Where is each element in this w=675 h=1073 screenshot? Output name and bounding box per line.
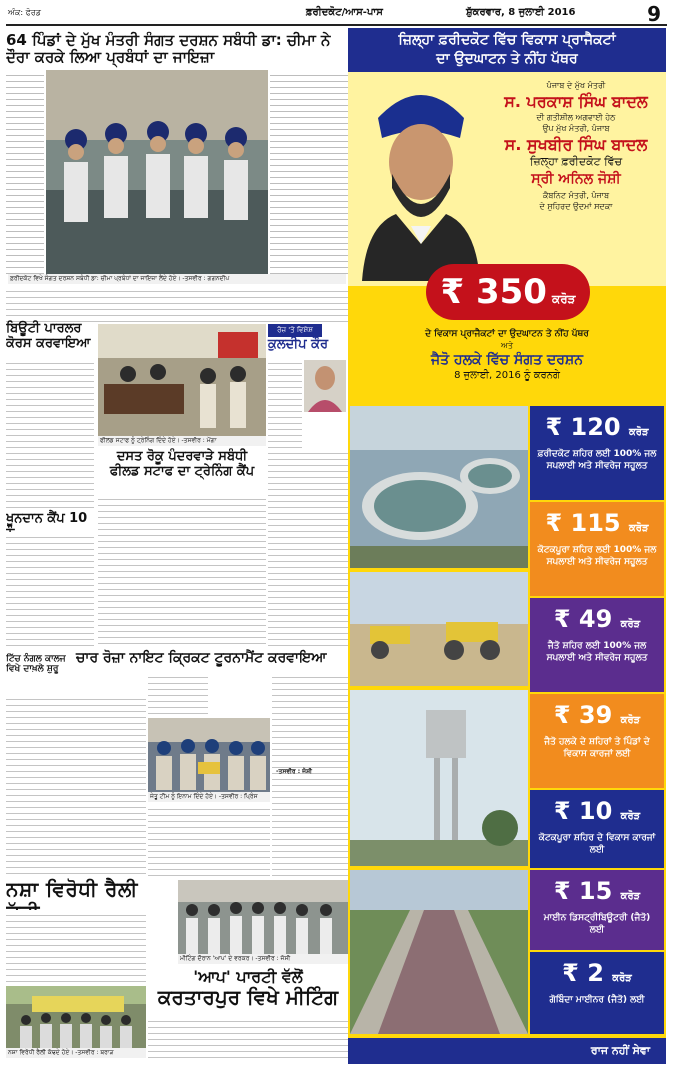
college-body (6, 694, 146, 874)
rally-body (6, 910, 146, 984)
ad-name-3: ਸ੍ਰੀ ਅਨਿਲ ਜੋਸ਼ੀ (531, 171, 621, 187)
special-portrait (304, 360, 346, 412)
ad-line-3: ਉਪ ਮੁੱਖ ਮੰਤਰੀ, ਪੰਜਾਬ (542, 124, 610, 133)
lead-headline[interactable]: 64 ਪਿੰਡਾਂ ਦੇ ਮੁੱਖ ਮੰਤਰੀ ਸੰਗਤ ਦਰਸ਼ਨ ਸਬੰਧੀ ਡਾ: ਚੀਮਾ ਨੇ ਦੌਰਾ ਕਰਕੇ ਲਿਆ ਪ੍ਰਬੰਧਾਂ ਦਾ ਜਾਇਜ਼ਾ (6, 31, 331, 67)
aap-headline-line-1: 'ਆਪ' ਪਾਰਟੀ ਵੱਲੋਂ (193, 967, 303, 986)
ad-tile-5-amount: ₹ 10 (553, 797, 613, 825)
page-number: 9 (647, 2, 661, 26)
water-treatment-photo (350, 406, 528, 568)
minister-portrait (356, 76, 486, 281)
aap-headline-line-2: ਕਰਤਾਰਪੁਰ ਵਿਖੇ ਮੀਟਿੰਗ (157, 985, 339, 1010)
lead-body-right (270, 70, 348, 278)
ad-title-line-1: ਜ਼ਿਲ੍ਹਾ ਫ਼ਰੀਦਕੋਟ ਵਿੱਚ ਵਿਕਾਸ ਪ੍ਰਾਜੈਕਟਾਂ (398, 32, 616, 48)
ad-name-1: ਸ. ਪਰਕਾਸ਼ ਸਿੰਘ ਬਾਦਲ (504, 92, 648, 111)
ad-tile-4-unit: ਕਰੋੜ (620, 715, 641, 726)
cricket-byline: -ਤਸਵੀਰ : ਜੋਸ਼ੀ (276, 768, 312, 775)
ad-line-5: ਕੈਬਨਿਟ ਮੰਤਰੀ, ਪੰਜਾਬ (542, 191, 610, 200)
cricket-headline[interactable]: ਚਾਰ ਰੋਜ਼ਾ ਨਾਇਟ ਕ੍ਰਿਕਟ ਟੂਰਨਾਮੈਂਟ ਕਰਵਾਇਆ (76, 650, 327, 666)
edition-label: ਅੰਕ: ਫੋਰਡ (8, 8, 41, 17)
cricket-photo (148, 718, 270, 792)
page-header (6, 4, 667, 26)
ad-tile-5-unit: ਕਰੋੜ (620, 811, 641, 822)
ad-sub-line-4: 8 ਜੁਲਾਈ, 2016 ਨੂੰ ਕਰਨਗੇ (454, 370, 560, 381)
ad-title (348, 28, 666, 72)
ad-tile-1 (530, 406, 664, 500)
ad-tile-3 (530, 598, 664, 692)
ad-sub-line-3: ਜੈਤੋ ਹਲਕੇ ਵਿੱਚ ਸੰਗਤ ਦਰਸ਼ਨ (431, 352, 583, 368)
ad-tile-7-unit: ਕਰੋੜ (612, 973, 632, 984)
beauty-body (6, 358, 94, 508)
ad-name-2: ਸ. ਸੁਖਬੀਰ ਸਿੰਘ ਬਾਦਲ (504, 135, 648, 154)
aap-headline[interactable] (148, 968, 348, 1014)
aap-body (148, 1016, 348, 1060)
ad-tile-1-desc: ਫ਼ਰੀਦਕੋਟ ਸ਼ਹਿਰ ਲਈ 100% ਜਲ ਸਪਲਾਈ ਅਤੇ ਸੀਵਰੇਜ ਸਹੂਲਤ (537, 449, 657, 471)
issue-date: ਸ਼ੁੱਕਰਵਾਰ, 8 ਜੁਲਾਈ 2016 (466, 7, 576, 18)
special-body-2 (268, 448, 348, 648)
training-body (98, 494, 266, 644)
government-advertisement (348, 28, 666, 1064)
rally-photo (6, 986, 146, 1048)
lead-caption: ਫ਼ਰੀਦਕੋਟ ਵਿਖੇ ਸੰਗਤ ਦਰਸ਼ਨ ਸਬੰਧੀ ਡਾ: ਚੀਮਾ ਪ੍ਰਬੰਧਾਂ ਦਾ ਜਾਇਜ਼ਾ ਲੈਂਦੇ ਹੋਏ। -ਤਸਵੀਰ : ਗਗਨਦੀਪ (8, 274, 346, 284)
cricket-body-bottom (148, 804, 270, 878)
training-photo (98, 324, 266, 436)
ad-tile-1-amount: ₹ 120 (545, 413, 621, 441)
lead-body-left (6, 70, 44, 278)
ad-sub-line-1: ਦੇ ਵਿਕਾਸ ਪ੍ਰਾਜੈਕਟਾਂ ਦਾ ਉਦਘਾਟਨ ਤੇ ਨੀਂਹ ਪੱਥਰ (425, 329, 589, 339)
blood-body (6, 532, 94, 648)
ad-tile-4-desc: ਜੈਤੋ ਹਲਕੇ ਦੇ ਸ਼ਹਿਰਾਂ ਤੇ ਪਿੰਡਾਂ ਦੇ ਵਿਕਾਸ ਕਾਰਜਾਂ ਲਈ (544, 737, 650, 759)
ad-tile-1-unit: ਕਰੋੜ (628, 427, 649, 438)
ad-tile-6-unit: ਕਰੋੜ (620, 891, 641, 902)
special-name[interactable]: ਕੁਲਦੀਪ ਕੌਰ (268, 337, 329, 352)
ad-total-amount-value: ₹ 350 (440, 272, 547, 312)
ad-title-line-2: ਦਾ ਉਦਘਾਟਨ ਤੇ ਨੀਂਹ ਪੱਥਰ (436, 51, 578, 67)
water-tower-photo (350, 690, 528, 866)
ad-tile-3-amount: ₹ 49 (553, 605, 613, 633)
ad-tile-3-unit: ਕਰੋੜ (620, 619, 641, 630)
cricket-caption: ਜੇਤੂ ਟੀਮ ਨੂੰ ਇਨਾਮ ਦਿੰਦੇ ਹੋਏ। -ਤਸਵੀਰ : ਪ੍ਰਿੰਸ (148, 792, 270, 802)
ad-tile-5 (530, 790, 664, 868)
ad-tile-4 (530, 694, 664, 788)
ad-footer-slogan: ਰਾਜ ਨਹੀਂ ਸੇਵਾ (348, 1038, 666, 1064)
ad-subtitle (348, 328, 666, 382)
canal-photo (350, 870, 528, 1034)
training-caption: ਫੀਲਡ ਸਟਾਫ ਨੂੰ ਟ੍ਰੇਨਿੰਗ ਦਿੰਦੇ ਹੋਏ। -ਤਸਵੀਰ : ਮੋਂਗਾ (98, 436, 266, 446)
aap-photo (178, 880, 348, 954)
lead-photo (46, 70, 268, 274)
ad-tile-7 (530, 952, 664, 1034)
special-body (268, 358, 302, 448)
ad-tile-7-desc: ਗੋਬਿੰਦਾ ਮਾਈਨਰ (ਜੈਤੋ) ਲਈ (549, 995, 645, 1005)
ad-tile-2-desc: ਕੋਟਕਪੂਰਾ ਸ਼ਹਿਰ ਲਈ 100% ਜਲ ਸਪਲਾਈ ਅਤੇ ਸੀਵਰੇਜ ਸਹੂਲਤ (537, 545, 657, 567)
news-column (6, 30, 348, 1062)
ad-line-1: ਪੰਜਾਬ ਦੇ ਮੁੱਖ ਮੰਤਰੀ (546, 81, 606, 90)
ad-line-4: ਜ਼ਿਲ੍ਹਾ ਫ਼ਰੀਦਕੋਟ ਵਿੱਚ (529, 155, 623, 168)
ad-line-2: ਦੀ ਗਤੀਸ਼ੀਲ ਅਗਵਾਈ ਹੇਠ (536, 113, 616, 122)
training-headline-line-1: ਦਸਤ ਰੋਕੂ ਪੰਦਰਵਾੜੇ ਸਬੰਧੀ (116, 449, 248, 464)
cricket-body-left (148, 672, 208, 716)
ad-names (488, 80, 664, 212)
lead-body-continue (6, 286, 348, 322)
rally-headline[interactable]: ਨਸ਼ਾ ਵਿਰੋਧੀ ਰੈਲੀ (6, 877, 138, 901)
beauty-headline[interactable]: ਬਿਊਟੀ ਪਾਰਲਰ ਕੋਰਸ ਕਰਵਾਇਆ (6, 321, 91, 351)
aap-caption: ਮੀਟਿੰਗ ਦੌਰਾਨ 'ਆਪ' ਦੇ ਵਰਕਰ। -ਤਸਵੀਰ : ਜੱਸੀ (178, 954, 348, 964)
ad-tile-2 (530, 502, 664, 596)
ad-tile-7-amount: ₹ 2 (562, 959, 604, 987)
ad-tile-6-amount: ₹ 15 (553, 877, 613, 905)
special-tag: ਰੋਜ਼ 'ਤੇ ਵਿਸ਼ੇਸ਼ (268, 324, 322, 337)
ad-total-amount-unit: ਕਰੋੜ (552, 292, 576, 306)
section-title: ਫ਼ਰੀਦਕੋਟ/ਆਸ-ਪਾਸ (306, 7, 383, 18)
ad-sub-line-2: ਅਤੇ (501, 341, 513, 350)
ad-tile-5-desc: ਕੋਟਕਪੂਰਾ ਸ਼ਹਿਰ ਦੇ ਵਿਕਾਸ ਕਾਰਜਾਂ ਲਈ (538, 833, 656, 855)
training-headline-line-2: ਫੀਲਡ ਸਟਾਫ ਦਾ ਟ੍ਰੇਨਿੰਗ ਕੈਂਪ (109, 463, 255, 479)
blood-headline[interactable]: ਖੂਨਦਾਨ ਕੈਂਪ 10 (6, 511, 88, 526)
training-headline[interactable] (98, 450, 266, 490)
ad-tile-2-amount: ₹ 115 (545, 509, 621, 537)
ad-line-6: ਦੇ ਸੁਹਿਰਦ ਉਦਮਾਂ ਸਦਕਾ (539, 202, 613, 211)
ad-tile-6-desc: ਮਾਈਨ ਡਿਸਟ੍ਰੀਬਿਊਟਰੀ (ਜੈਤੋ) ਲਈ (543, 913, 651, 935)
ad-tile-4-amount: ₹ 39 (553, 701, 613, 729)
ad-tile-3-desc: ਜੈਤੋ ਸ਼ਹਿਰ ਲਈ 100% ਜਲ ਸਪਲਾਈ ਅਤੇ ਸੀਵਰੇਜ ਸਹੂਲਤ (546, 641, 648, 663)
ad-total-amount (426, 264, 590, 320)
rally-caption: ਨਸ਼ਾ ਵਿਰੋਧੀ ਰੈਲੀ ਕੱਢਦੇ ਹੋਏ। -ਤਸਵੀਰ : ਬਰਾੜ (6, 1048, 146, 1058)
ad-tile-6 (530, 870, 664, 950)
college-headline[interactable]: ਟਿੱਚ ਨੰਗਲ ਕਾਲਜ ਵਿਖੇ ਦਾਖ਼ਲੇ ਸ਼ੁਰੂ (6, 654, 66, 675)
ad-tile-2-unit: ਕਰੋੜ (628, 523, 649, 534)
cricket-body-right (272, 672, 348, 912)
road-roller-photo (350, 572, 528, 686)
